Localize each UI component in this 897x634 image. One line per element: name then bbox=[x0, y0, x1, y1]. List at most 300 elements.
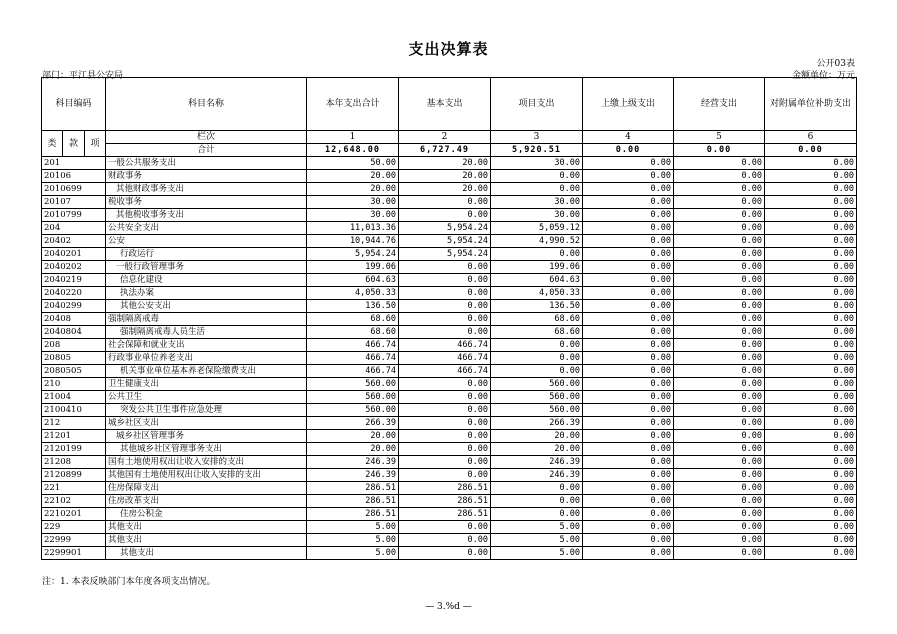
amount-cell: 0.00 bbox=[674, 235, 765, 248]
subject-code-cell: 20106 bbox=[42, 170, 106, 183]
amount-cell: 0.00 bbox=[765, 378, 857, 391]
table-row bbox=[42, 521, 857, 534]
amount-cell: 20.00 bbox=[307, 443, 399, 456]
amount-cell: 0.00 bbox=[765, 287, 857, 300]
amount-cell: 0.00 bbox=[765, 508, 857, 521]
amount-cell: 0.00 bbox=[765, 482, 857, 495]
form-code: 公开03表 bbox=[816, 59, 855, 69]
amount-cell: 0.00 bbox=[765, 196, 857, 209]
subject-code-cell: 208 bbox=[42, 339, 106, 352]
amount-cell: 4,050.33 bbox=[307, 287, 399, 300]
amount-cell: 0.00 bbox=[491, 495, 583, 508]
amount-cell: 0.00 bbox=[491, 339, 583, 352]
amount-cell: 0.00 bbox=[765, 534, 857, 547]
amount-cell: 0.00 bbox=[399, 521, 491, 534]
amount-cell: 0.00 bbox=[399, 469, 491, 482]
amount-cell: 20.00 bbox=[399, 170, 491, 183]
amount-cell: 0.00 bbox=[583, 183, 674, 196]
amount-cell: 0.00 bbox=[583, 222, 674, 235]
amount-cell: 199.06 bbox=[307, 261, 399, 274]
subject-name-cell: 住房公积金 bbox=[106, 508, 307, 521]
page-title: 支出决算表 bbox=[408, 40, 489, 58]
subject-code-cell: 2040804 bbox=[42, 326, 106, 339]
footnote: 注：1. 本表反映部门本年度各项支出情况。 bbox=[42, 577, 216, 587]
amount-cell: 68.60 bbox=[307, 326, 399, 339]
amount-cell: 560.00 bbox=[491, 391, 583, 404]
lanci-label: 栏次 bbox=[106, 131, 307, 144]
subject-name-cell: 公共安全支出 bbox=[106, 222, 307, 235]
amount-cell: 0.00 bbox=[399, 274, 491, 287]
amount-cell: 0.00 bbox=[765, 300, 857, 313]
header-row bbox=[42, 78, 857, 131]
amount-cell: 0.00 bbox=[674, 482, 765, 495]
amount-cell: 0.00 bbox=[765, 469, 857, 482]
amount-cell: 0.00 bbox=[674, 170, 765, 183]
subject-code-cell: 20107 bbox=[42, 196, 106, 209]
subject-code-cell: 204 bbox=[42, 222, 106, 235]
subject-name-cell: 信息化建设 bbox=[106, 274, 307, 287]
amount-cell: 0.00 bbox=[765, 495, 857, 508]
amount-cell: 0.00 bbox=[674, 248, 765, 261]
amount-cell: 136.50 bbox=[307, 300, 399, 313]
subject-name-cell: 公共卫生 bbox=[106, 391, 307, 404]
amount-cell: 0.00 bbox=[765, 235, 857, 248]
subject-name-cell: 强制隔离戒毒 bbox=[106, 313, 307, 326]
table-row bbox=[42, 456, 857, 469]
amount-cell: 286.51 bbox=[399, 495, 491, 508]
table-row bbox=[42, 547, 857, 560]
amount-cell: 0.00 bbox=[674, 404, 765, 417]
expenditure-table bbox=[41, 77, 857, 560]
total-value: 5,920.51 bbox=[491, 144, 583, 157]
subject-code-cell: 2040299 bbox=[42, 300, 106, 313]
amount-cell: 560.00 bbox=[307, 378, 399, 391]
subject-name-cell: 住房保障支出 bbox=[106, 482, 307, 495]
table-row bbox=[42, 443, 857, 456]
subject-name-cell: 税收事务 bbox=[106, 196, 307, 209]
table-row bbox=[42, 326, 857, 339]
amount-cell: 0.00 bbox=[583, 274, 674, 287]
amount-cell: 0.00 bbox=[765, 521, 857, 534]
column-number: 5 bbox=[674, 131, 765, 144]
unit-label: 金额单位：万元 bbox=[791, 71, 855, 81]
column-header: 项目支出 bbox=[491, 78, 583, 131]
column-number: 4 bbox=[583, 131, 674, 144]
amount-cell: 0.00 bbox=[583, 313, 674, 326]
amount-cell: 0.00 bbox=[674, 339, 765, 352]
amount-cell: 20.00 bbox=[491, 430, 583, 443]
amount-cell: 0.00 bbox=[491, 352, 583, 365]
subject-code-cell: 2100410 bbox=[42, 404, 106, 417]
table-row bbox=[42, 352, 857, 365]
column-number: 1 bbox=[307, 131, 399, 144]
amount-cell: 0.00 bbox=[583, 456, 674, 469]
table-row bbox=[42, 495, 857, 508]
table-row bbox=[42, 365, 857, 378]
amount-cell: 466.74 bbox=[399, 339, 491, 352]
amount-cell: 0.00 bbox=[399, 417, 491, 430]
amount-cell: 0.00 bbox=[583, 365, 674, 378]
amount-cell: 0.00 bbox=[765, 183, 857, 196]
total-value: 12,648.00 bbox=[307, 144, 399, 157]
table-row bbox=[42, 235, 857, 248]
amount-cell: 0.00 bbox=[583, 482, 674, 495]
table-row bbox=[42, 430, 857, 443]
total-label: 合计 bbox=[106, 144, 307, 157]
table-row bbox=[42, 404, 857, 417]
subject-code-cell: 2010699 bbox=[42, 183, 106, 196]
amount-cell: 0.00 bbox=[765, 261, 857, 274]
subject-name-cell: 公安 bbox=[106, 235, 307, 248]
subject-code-cell: 2040201 bbox=[42, 248, 106, 261]
amount-cell: 0.00 bbox=[399, 534, 491, 547]
subject-code-cell: 2040219 bbox=[42, 274, 106, 287]
table-row bbox=[42, 300, 857, 313]
total-value: 0.00 bbox=[674, 144, 765, 157]
amount-cell: 0.00 bbox=[583, 196, 674, 209]
amount-cell: 0.00 bbox=[674, 391, 765, 404]
amount-cell: 0.00 bbox=[765, 313, 857, 326]
subject-name-cell: 住房改革支出 bbox=[106, 495, 307, 508]
amount-cell: 136.50 bbox=[491, 300, 583, 313]
amount-cell: 0.00 bbox=[765, 456, 857, 469]
amount-cell: 0.00 bbox=[674, 352, 765, 365]
amount-cell: 0.00 bbox=[674, 469, 765, 482]
amount-cell: 0.00 bbox=[583, 157, 674, 170]
column-header: 基本支出 bbox=[399, 78, 491, 131]
amount-cell: 0.00 bbox=[765, 326, 857, 339]
subject-code-cell: 21201 bbox=[42, 430, 106, 443]
subject-name-cell: 行政事业单位养老支出 bbox=[106, 352, 307, 365]
column-number-row bbox=[42, 131, 857, 144]
amount-cell: 0.00 bbox=[491, 482, 583, 495]
amount-cell: 0.00 bbox=[583, 261, 674, 274]
subject-code-cell: 2120199 bbox=[42, 443, 106, 456]
amount-cell: 0.00 bbox=[399, 443, 491, 456]
amount-cell: 0.00 bbox=[399, 391, 491, 404]
amount-cell: 30.00 bbox=[307, 196, 399, 209]
amount-cell: 286.51 bbox=[399, 482, 491, 495]
table-row bbox=[42, 469, 857, 482]
amount-cell: 0.00 bbox=[399, 378, 491, 391]
subject-code-cell: 212 bbox=[42, 417, 106, 430]
amount-cell: 0.00 bbox=[674, 456, 765, 469]
amount-cell: 0.00 bbox=[583, 209, 674, 222]
table-row bbox=[42, 508, 857, 521]
amount-cell: 68.60 bbox=[491, 326, 583, 339]
subject-code-cell: 20402 bbox=[42, 235, 106, 248]
amount-cell: 0.00 bbox=[765, 157, 857, 170]
amount-cell: 0.00 bbox=[583, 430, 674, 443]
subject-name-cell: 财政事务 bbox=[106, 170, 307, 183]
subject-name-cell: 其他国有土地使用权出让收入安排的支出 bbox=[106, 469, 307, 482]
amount-cell: 286.51 bbox=[307, 482, 399, 495]
table-row bbox=[42, 339, 857, 352]
amount-cell: 199.06 bbox=[491, 261, 583, 274]
amount-cell: 266.39 bbox=[307, 417, 399, 430]
amount-cell: 5.00 bbox=[491, 521, 583, 534]
amount-cell: 0.00 bbox=[674, 274, 765, 287]
amount-cell: 0.00 bbox=[583, 378, 674, 391]
amount-cell: 0.00 bbox=[491, 248, 583, 261]
amount-cell: 0.00 bbox=[399, 287, 491, 300]
amount-cell: 0.00 bbox=[399, 547, 491, 560]
amount-cell: 560.00 bbox=[307, 404, 399, 417]
subject-name-cell: 强制隔离戒毒人员生活 bbox=[106, 326, 307, 339]
amount-cell: 30.00 bbox=[491, 196, 583, 209]
amount-cell: 246.39 bbox=[491, 456, 583, 469]
amount-cell: 0.00 bbox=[765, 391, 857, 404]
amount-cell: 0.00 bbox=[674, 326, 765, 339]
amount-cell: 560.00 bbox=[491, 378, 583, 391]
amount-cell: 604.63 bbox=[491, 274, 583, 287]
department-label: 部门：平江县公安局 bbox=[42, 71, 124, 81]
amount-cell: 0.00 bbox=[583, 404, 674, 417]
subject-code-cell: 21004 bbox=[42, 391, 106, 404]
amount-cell: 0.00 bbox=[583, 248, 674, 261]
subject-code-cell: 22102 bbox=[42, 495, 106, 508]
amount-cell: 20.00 bbox=[491, 443, 583, 456]
table-row bbox=[42, 157, 857, 170]
subject-code-cell: 2040220 bbox=[42, 287, 106, 300]
subject-code-cell: 210 bbox=[42, 378, 106, 391]
subject-name-cell: 其他税收事务支出 bbox=[106, 209, 307, 222]
amount-cell: 50.00 bbox=[307, 157, 399, 170]
table-row bbox=[42, 274, 857, 287]
subject-code-cell: 2120899 bbox=[42, 469, 106, 482]
amount-cell: 0.00 bbox=[765, 274, 857, 287]
amount-cell: 0.00 bbox=[491, 365, 583, 378]
amount-cell: 0.00 bbox=[583, 339, 674, 352]
amount-cell: 266.39 bbox=[491, 417, 583, 430]
table-row bbox=[42, 183, 857, 196]
amount-cell: 466.74 bbox=[307, 339, 399, 352]
amount-cell: 20.00 bbox=[307, 183, 399, 196]
column-header: 对附属单位补助支出 bbox=[765, 78, 857, 131]
amount-cell: 0.00 bbox=[583, 521, 674, 534]
amount-cell: 0.00 bbox=[674, 417, 765, 430]
column-header: 经营支出 bbox=[674, 78, 765, 131]
amount-cell: 10,944.76 bbox=[307, 235, 399, 248]
subject-name-cell: 其他支出 bbox=[106, 521, 307, 534]
subject-name-cell: 卫生健康支出 bbox=[106, 378, 307, 391]
amount-cell: 0.00 bbox=[583, 508, 674, 521]
amount-cell: 0.00 bbox=[583, 417, 674, 430]
amount-cell: 0.00 bbox=[765, 352, 857, 365]
amount-cell: 0.00 bbox=[674, 222, 765, 235]
subject-code-cell: 2010799 bbox=[42, 209, 106, 222]
amount-cell: 5,954.24 bbox=[399, 235, 491, 248]
subject-name-cell: 其他城乡社区管理事务支出 bbox=[106, 443, 307, 456]
subject-name-cell: 机关事业单位基本养老保险缴费支出 bbox=[106, 365, 307, 378]
subject-code-cell: 221 bbox=[42, 482, 106, 495]
subject-name-cell: 其他公安支出 bbox=[106, 300, 307, 313]
amount-cell: 466.74 bbox=[307, 365, 399, 378]
amount-cell: 20.00 bbox=[399, 157, 491, 170]
subject-name-cell: 其他支出 bbox=[106, 534, 307, 547]
amount-cell: 0.00 bbox=[583, 287, 674, 300]
table-row bbox=[42, 391, 857, 404]
amount-cell: 0.00 bbox=[583, 352, 674, 365]
table-row bbox=[42, 534, 857, 547]
amount-cell: 0.00 bbox=[674, 157, 765, 170]
amount-cell: 4,050.33 bbox=[491, 287, 583, 300]
amount-cell: 0.00 bbox=[399, 313, 491, 326]
subject-code-cell: 20805 bbox=[42, 352, 106, 365]
amount-cell: 68.60 bbox=[307, 313, 399, 326]
column-number: 3 bbox=[491, 131, 583, 144]
amount-cell: 0.00 bbox=[583, 391, 674, 404]
amount-cell: 0.00 bbox=[765, 443, 857, 456]
subject-name-cell: 其他财政事务支出 bbox=[106, 183, 307, 196]
subject-code-cell: 22999 bbox=[42, 534, 106, 547]
table-row bbox=[42, 222, 857, 235]
subject-name-cell: 行政运行 bbox=[106, 248, 307, 261]
subject-code-header: 科目编码 bbox=[42, 78, 106, 131]
table-row bbox=[42, 196, 857, 209]
amount-cell: 5.00 bbox=[307, 534, 399, 547]
amount-cell: 30.00 bbox=[491, 209, 583, 222]
amount-cell: 0.00 bbox=[765, 170, 857, 183]
amount-cell: 560.00 bbox=[491, 404, 583, 417]
amount-cell: 560.00 bbox=[307, 391, 399, 404]
amount-cell: 0.00 bbox=[583, 326, 674, 339]
total-value: 0.00 bbox=[765, 144, 857, 157]
amount-cell: 0.00 bbox=[765, 547, 857, 560]
amount-cell: 0.00 bbox=[765, 339, 857, 352]
amount-cell: 5.00 bbox=[491, 534, 583, 547]
subject-name-cell: 一般行政管理事务 bbox=[106, 261, 307, 274]
amount-cell: 286.51 bbox=[307, 495, 399, 508]
subject-name-cell: 城乡社区管理事务 bbox=[106, 430, 307, 443]
amount-cell: 0.00 bbox=[491, 170, 583, 183]
amount-cell: 0.00 bbox=[674, 534, 765, 547]
amount-cell: 286.51 bbox=[399, 508, 491, 521]
amount-cell: 5.00 bbox=[491, 547, 583, 560]
amount-cell: 5,954.24 bbox=[307, 248, 399, 261]
amount-cell: 20.00 bbox=[307, 430, 399, 443]
table-row bbox=[42, 482, 857, 495]
amount-cell: 0.00 bbox=[583, 170, 674, 183]
amount-cell: 5,954.24 bbox=[399, 248, 491, 261]
amount-cell: 0.00 bbox=[674, 313, 765, 326]
subject-name-cell: 执法办案 bbox=[106, 287, 307, 300]
amount-cell: 0.00 bbox=[674, 495, 765, 508]
amount-cell: 4,990.52 bbox=[491, 235, 583, 248]
subject-code-cell: 2080505 bbox=[42, 365, 106, 378]
amount-cell: 466.74 bbox=[399, 365, 491, 378]
subject-code-cell: 2299901 bbox=[42, 547, 106, 560]
total-value: 6,727.49 bbox=[399, 144, 491, 157]
amount-cell: 30.00 bbox=[491, 157, 583, 170]
amount-cell: 246.39 bbox=[307, 469, 399, 482]
amount-cell: 11,013.36 bbox=[307, 222, 399, 235]
amount-cell: 0.00 bbox=[674, 521, 765, 534]
amount-cell: 0.00 bbox=[765, 417, 857, 430]
page-number: — 3.%d — bbox=[425, 602, 472, 612]
column-number: 6 bbox=[765, 131, 857, 144]
column-number: 2 bbox=[399, 131, 491, 144]
amount-cell: 0.00 bbox=[583, 547, 674, 560]
subject-name-header: 科目名称 bbox=[106, 78, 307, 131]
amount-cell: 0.00 bbox=[765, 248, 857, 261]
subject-name-cell: 突发公共卫生事件应急处理 bbox=[106, 404, 307, 417]
amount-cell: 0.00 bbox=[583, 495, 674, 508]
subject-name-cell: 社会保障和就业支出 bbox=[106, 339, 307, 352]
amount-cell: 5,059.12 bbox=[491, 222, 583, 235]
table-row bbox=[42, 170, 857, 183]
amount-cell: 0.00 bbox=[674, 183, 765, 196]
amount-cell: 466.74 bbox=[399, 352, 491, 365]
amount-cell: 0.00 bbox=[674, 196, 765, 209]
amount-cell: 0.00 bbox=[674, 443, 765, 456]
amount-cell: 0.00 bbox=[674, 365, 765, 378]
subject-code-cell: 2040202 bbox=[42, 261, 106, 274]
subject-code-cell: 229 bbox=[42, 521, 106, 534]
subject-code-cell: 201 bbox=[42, 157, 106, 170]
amount-cell: 0.00 bbox=[583, 534, 674, 547]
amount-cell: 0.00 bbox=[674, 430, 765, 443]
table-row bbox=[42, 248, 857, 261]
amount-cell: 0.00 bbox=[491, 183, 583, 196]
amount-cell: 246.39 bbox=[307, 456, 399, 469]
amount-cell: 604.63 bbox=[307, 274, 399, 287]
amount-cell: 0.00 bbox=[491, 508, 583, 521]
lei-header: 类 bbox=[42, 131, 63, 157]
amount-cell: 0.00 bbox=[765, 430, 857, 443]
amount-cell: 0.00 bbox=[399, 326, 491, 339]
amount-cell: 0.00 bbox=[399, 430, 491, 443]
amount-cell: 0.00 bbox=[674, 261, 765, 274]
subject-name-cell: 国有土地使用权出让收入安排的支出 bbox=[106, 456, 307, 469]
amount-cell: 0.00 bbox=[674, 300, 765, 313]
amount-cell: 0.00 bbox=[765, 365, 857, 378]
amount-cell: 20.00 bbox=[399, 183, 491, 196]
amount-cell: 0.00 bbox=[583, 235, 674, 248]
amount-cell: 0.00 bbox=[583, 443, 674, 456]
subject-code-cell: 2210201 bbox=[42, 508, 106, 521]
amount-cell: 0.00 bbox=[674, 508, 765, 521]
kuan-header: 款 bbox=[63, 131, 85, 157]
table-row bbox=[42, 378, 857, 391]
amount-cell: 0.00 bbox=[399, 261, 491, 274]
amount-cell: 0.00 bbox=[399, 196, 491, 209]
table-row bbox=[42, 313, 857, 326]
amount-cell: 0.00 bbox=[583, 300, 674, 313]
amount-cell: 466.74 bbox=[307, 352, 399, 365]
xiang-header: 项 bbox=[85, 131, 106, 157]
amount-cell: 20.00 bbox=[307, 170, 399, 183]
amount-cell: 0.00 bbox=[674, 378, 765, 391]
amount-cell: 0.00 bbox=[674, 209, 765, 222]
amount-cell: 286.51 bbox=[307, 508, 399, 521]
column-header: 上缴上级支出 bbox=[583, 78, 674, 131]
table-row bbox=[42, 417, 857, 430]
amount-cell: 0.00 bbox=[674, 287, 765, 300]
amount-cell: 0.00 bbox=[765, 404, 857, 417]
amount-cell: 0.00 bbox=[765, 209, 857, 222]
total-value: 0.00 bbox=[583, 144, 674, 157]
subject-code-cell: 20408 bbox=[42, 313, 106, 326]
amount-cell: 0.00 bbox=[674, 547, 765, 560]
amount-cell: 246.39 bbox=[491, 469, 583, 482]
amount-cell: 0.00 bbox=[399, 456, 491, 469]
amount-cell: 0.00 bbox=[399, 209, 491, 222]
column-header: 本年支出合计 bbox=[307, 78, 399, 131]
amount-cell: 0.00 bbox=[765, 222, 857, 235]
amount-cell: 5.00 bbox=[307, 547, 399, 560]
amount-cell: 0.00 bbox=[583, 469, 674, 482]
